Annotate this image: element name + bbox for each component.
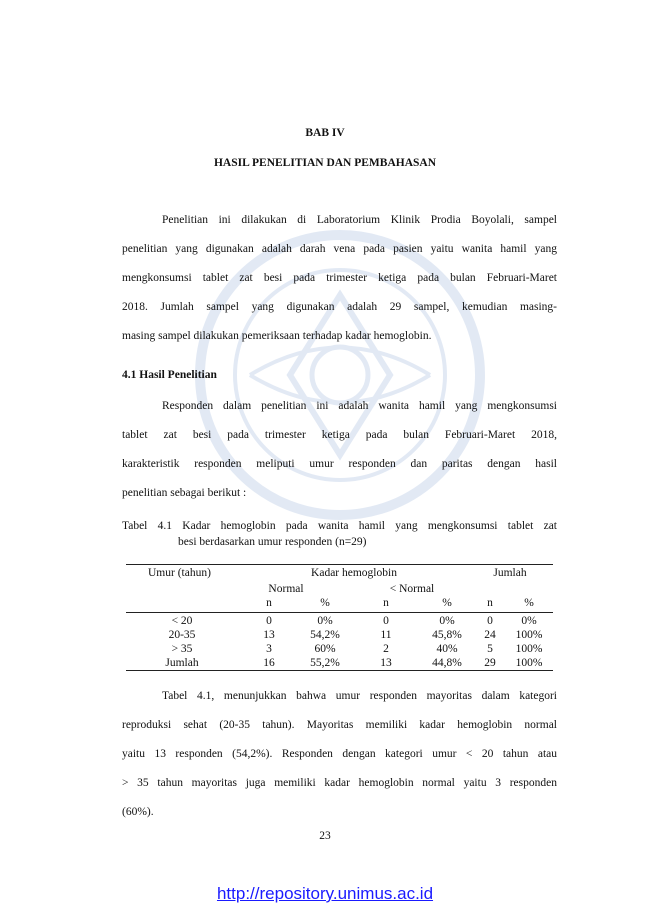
cell-pct-total: 100% xyxy=(515,657,543,669)
header-umur: Umur (tahun) xyxy=(148,567,211,579)
header-below-normal: < Normal xyxy=(389,583,435,595)
header-normal: Normal xyxy=(268,583,304,595)
cell-umur: 20-35 xyxy=(168,629,196,641)
section-line: Responden dalam penelitian ini adalah wanita hamil yang mengkonsumsi xyxy=(162,400,557,412)
cell-n-normal: 3 xyxy=(266,643,272,655)
cell-n-total: 24 xyxy=(484,629,496,641)
cell-pct-total: 100% xyxy=(515,629,543,641)
cell-pct-normal: 60% xyxy=(314,643,336,655)
cell-pct-total: 0% xyxy=(521,615,537,627)
chapter-title: HASIL PENELITIAN DAN PEMBAHASAN xyxy=(213,157,437,169)
cell-pct-total: 100% xyxy=(515,643,543,655)
cell-n-normal: 13 xyxy=(263,629,275,641)
section-heading: 4.1 Hasil Penelitian xyxy=(122,369,217,381)
table-caption-line: besi berdasarkan umur responden (n=29) xyxy=(178,536,367,548)
header-pct: % xyxy=(524,597,534,609)
intro-line: mengkonsumsi tablet zat besi pada trimester ketiga pada bulan Februari-Maret xyxy=(122,272,557,284)
cell-n-below: 2 xyxy=(383,643,389,655)
cell-umur: Jumlah xyxy=(165,657,199,669)
table-caption xyxy=(122,518,557,550)
cell-pct-below: 40% xyxy=(436,643,458,655)
cell-n-total: 29 xyxy=(484,657,496,669)
section-line: karakteristik responden meliputi umur responden dan paritas dengan hasil xyxy=(122,458,557,470)
page-number: 23 xyxy=(319,830,331,842)
intro-line: penelitian yang digunakan adalah darah vena pada pasien yaitu wanita hamil yang xyxy=(122,243,557,255)
cell-umur: < 20 xyxy=(171,615,193,627)
cell-pct-below: 45,8% xyxy=(432,629,462,641)
cell-n-total: 5 xyxy=(487,643,493,655)
section-line: tablet zat besi pada trimester ketiga pada bulan Februari-Maret 2018, xyxy=(122,429,557,441)
intro-line: Penelitian ini dilakukan di Laboratorium Klinik Prodia Boyolali, sampel xyxy=(162,214,557,226)
header-jumlah: Jumlah xyxy=(493,567,527,579)
discussion-line: reproduksi sehat (20-35 tahun). Mayoritas memiliki kadar hemoglobin normal xyxy=(122,719,557,731)
header-n: n xyxy=(266,597,272,609)
cell-pct-normal: 0% xyxy=(317,615,333,627)
table-caption-line: Tabel 4.1 Kadar hemoglobin pada wanita hamil yang mengkonsumsi tablet zat xyxy=(122,520,557,532)
table-rule-top xyxy=(126,564,553,565)
cell-pct-below: 44,8% xyxy=(432,657,462,669)
section-line: penelitian sebagai berikut : xyxy=(122,487,247,499)
cell-pct-normal: 55,2% xyxy=(310,657,340,669)
header-pct: % xyxy=(320,597,330,609)
cell-n-total: 0 xyxy=(487,615,493,627)
cell-pct-below: 0% xyxy=(439,615,455,627)
table-rule-bottom xyxy=(126,670,553,671)
header-kadar: Kadar hemoglobin xyxy=(311,567,397,579)
cell-n-below: 0 xyxy=(383,615,389,627)
discussion-line: (60%). xyxy=(122,806,154,818)
section-paragraph xyxy=(122,398,557,514)
header-n: n xyxy=(487,597,493,609)
cell-n-below: 13 xyxy=(380,657,392,669)
discussion-paragraph xyxy=(122,688,557,833)
discussion-line: Tabel 4.1, menunjukkan bahwa umur responden mayoritas dalam kategori xyxy=(162,690,557,702)
discussion-line: > 35 tahun mayoritas juga memiliki kadar hemoglobin normal yaitu 3 responden xyxy=(122,777,557,789)
intro-line: 2018. Jumlah sampel yang digunakan adalah 29 sampel, kemudian masing- xyxy=(122,301,557,313)
discussion-line: yaitu 13 responden (54,2%). Responden dengan kategori umur < 20 tahun atau xyxy=(122,748,557,760)
cell-umur: > 35 xyxy=(171,643,193,655)
intro-line: masing sampel dilakukan pemeriksaan terhadap kadar hemoglobin. xyxy=(122,330,432,342)
repository-link[interactable]: http://repository.unimus.ac.id xyxy=(216,884,434,903)
cell-pct-normal: 54,2% xyxy=(310,629,340,641)
cell-n-normal: 16 xyxy=(263,657,275,669)
table-rule-mid xyxy=(126,612,553,613)
chapter-number: BAB IV xyxy=(305,127,345,139)
header-n: n xyxy=(383,597,389,609)
cell-n-below: 11 xyxy=(380,629,392,641)
intro-paragraph xyxy=(122,212,557,357)
cell-n-normal: 0 xyxy=(266,615,272,627)
header-pct: % xyxy=(442,597,452,609)
